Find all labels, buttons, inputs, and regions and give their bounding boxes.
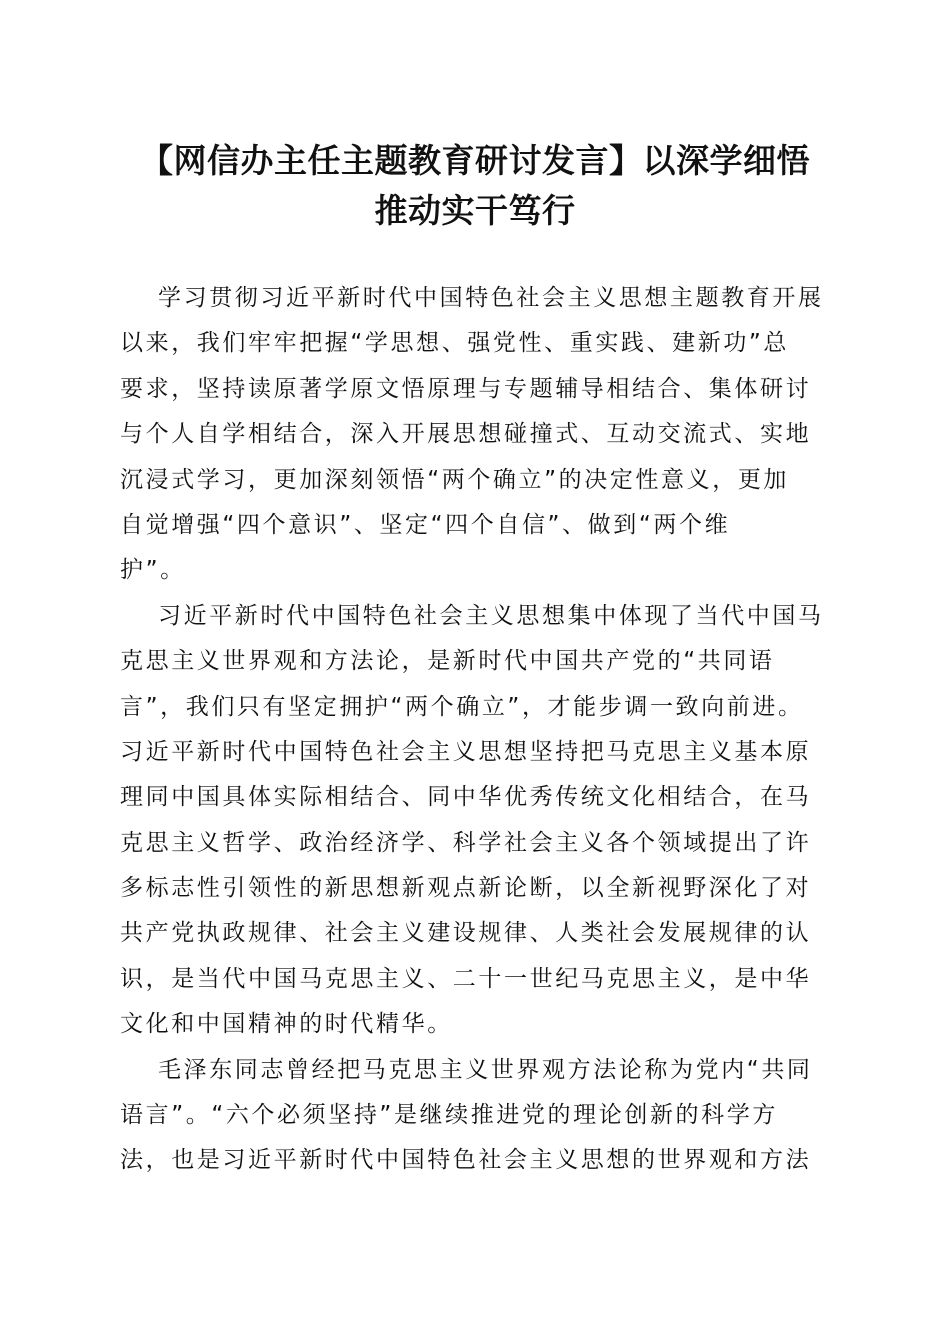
document-title [100, 136, 850, 236]
paragraph-2 [120, 594, 840, 1048]
text-line: 克思主义哲学、政治经济学、科学社会主义各个领域提出了许 [120, 829, 812, 856]
paragraph-3 [120, 1048, 840, 1184]
text-line: 共产党执政规律、社会主义建设规律、人类社会发展规律的认 [120, 920, 812, 947]
text-line: 言”，我们只有坚定拥护“两个确立”，才能步调一致向前进。 [120, 693, 804, 720]
text-line: 习近平新时代中国特色社会主义思想集中体现了当代中国马 [158, 602, 824, 629]
text-line: 以来，我们牢牢把握“学思想、强党性、重实践、建新功”总 [120, 330, 790, 357]
text-line: 自觉增强“四个意识”、坚定“四个自信”、做到“两个维 [120, 511, 731, 538]
text-line: 要求，坚持读原著学原文悟原理与专题辅导相结合、集体研讨 [120, 375, 812, 402]
text-line: 护”。 [120, 557, 186, 584]
paragraph-1 [120, 276, 840, 594]
text-line: 毛泽东同志曾经把马克思主义世界观方法论称为党内“共同 [158, 1056, 813, 1083]
document-body [120, 276, 840, 1184]
text-line: 多标志性引领性的新思想新观点新论断，以全新视野深化了对 [120, 875, 812, 902]
text-line: 克思主义世界观和方法论，是新时代中国共产党的“共同语 [120, 648, 775, 675]
text-line: 文化和中国精神的时代精华。 [120, 1011, 453, 1038]
text-line: 学习贯彻习近平新时代中国特色社会主义思想主题教育开展 [158, 285, 824, 311]
title-line: 推动实干笃行 [374, 191, 576, 230]
text-line: 识，是当代中国马克思主义、二十一世纪马克思主义，是中华 [120, 965, 812, 992]
text-line: 法，也是习近平新时代中国特色社会主义思想的世界观和方法 [120, 1147, 812, 1174]
text-line: 沉浸式学习，更加深刻领悟“两个确立”的决定性意义，更加 [120, 466, 790, 493]
title-line: 【网信办主任主题教育研讨发言】以深学细悟 [140, 141, 810, 180]
text-line: 习近平新时代中国特色社会主义思想坚持把马克思主义基本原 [120, 738, 812, 765]
text-line: 理同中国具体实际相结合、同中华优秀传统文化相结合，在马 [120, 784, 812, 811]
text-line: 与个人自学相结合，深入开展思想碰撞式、互动交流式、实地 [120, 421, 812, 448]
text-line: 语言”。“六个必须坚持”是继续推进党的理论创新的科学方 [120, 1102, 778, 1129]
